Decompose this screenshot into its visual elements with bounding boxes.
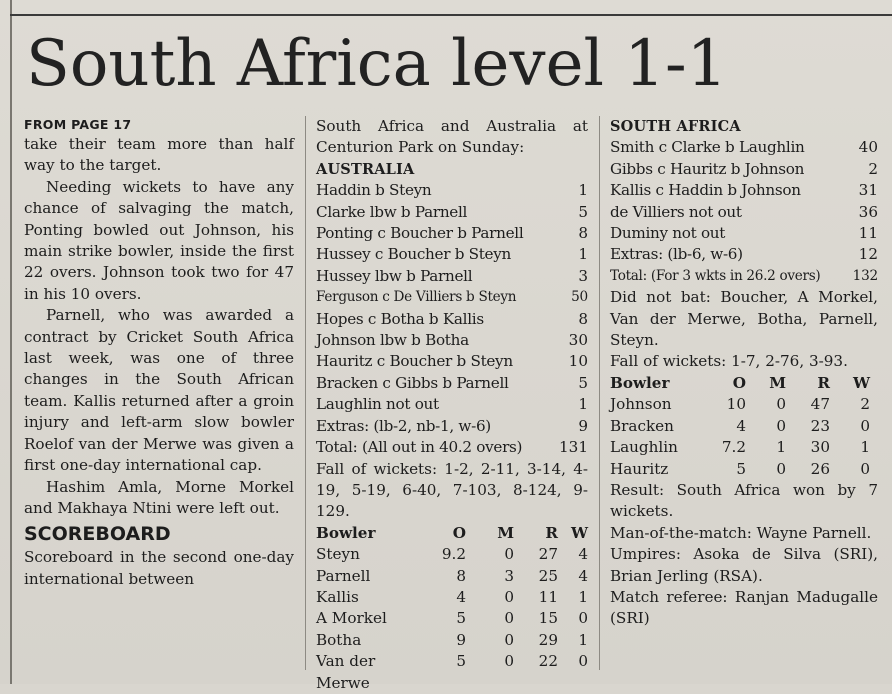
batting-row bbox=[316, 287, 588, 308]
scoreboard-heading: SCOREBOARD bbox=[24, 523, 171, 546]
bowling-figure: 2 bbox=[860, 395, 870, 414]
bowling-figure: 1 bbox=[578, 587, 588, 606]
scoreboard-intro: South Africa and Australia at Centurion Park on Sunday: bbox=[316, 117, 588, 157]
batting-row bbox=[316, 351, 588, 372]
batting-row bbox=[610, 202, 878, 223]
bowling-header-cell: M bbox=[769, 373, 786, 392]
bowling-figure: 0 bbox=[860, 416, 870, 435]
bowler-name: Botha bbox=[316, 630, 362, 649]
bowling-header-cell: M bbox=[497, 523, 514, 542]
batter-dismissal: Kallis c Haddin b Johnson bbox=[610, 181, 801, 200]
bowling-row bbox=[316, 566, 588, 587]
batter-dismissal: Laughlin not out bbox=[316, 395, 439, 414]
bowling-figure: 0 bbox=[860, 459, 870, 478]
bowling-figure: 1 bbox=[776, 438, 786, 457]
fall-of-wickets: Fall of wickets: 1-7, 2-76, 3-93. bbox=[610, 352, 848, 371]
bowler-name: Hauritz bbox=[610, 459, 669, 478]
bowling-figure: 0 bbox=[504, 630, 514, 649]
runs-value: 9 bbox=[578, 416, 588, 435]
batter-dismissal: Ponting c Boucher b Parnell bbox=[316, 224, 524, 243]
runs-value: 30 bbox=[568, 331, 588, 350]
bowling-header bbox=[316, 523, 588, 544]
runs-value: 10 bbox=[568, 352, 588, 371]
bowler-name: Parnell bbox=[316, 566, 371, 585]
runs-value: 2 bbox=[868, 159, 878, 178]
batter-dismissal: Extras: (lb-6, w-6) bbox=[610, 245, 743, 264]
batting-row bbox=[316, 180, 588, 201]
bowling-figure: 27 bbox=[538, 545, 558, 564]
runs-value: 31 bbox=[858, 181, 878, 200]
bowling-figure: 4 bbox=[578, 545, 588, 564]
bowling-row bbox=[610, 437, 878, 458]
bowling-figure: 29 bbox=[538, 630, 558, 649]
batting-row bbox=[316, 394, 588, 415]
bowling-table-south-africa-attack bbox=[316, 544, 588, 694]
bowling-figure: 0 bbox=[504, 545, 514, 564]
bowling-table-australia-attack bbox=[610, 394, 878, 480]
column-rule bbox=[599, 116, 600, 670]
page-edge-rule bbox=[10, 0, 12, 684]
bowler-name: Laughlin bbox=[610, 438, 678, 457]
article-paragraph: Scoreboard in the second one-day international between bbox=[24, 548, 294, 588]
bowling-figure: 0 bbox=[776, 416, 786, 435]
batter-dismissal: Clarke lbw b Parnell bbox=[316, 202, 468, 221]
runs-value: 12 bbox=[858, 245, 878, 264]
runs-value: 40 bbox=[858, 138, 878, 157]
bowling-figure: 0 bbox=[504, 587, 514, 606]
bowling-figure: 10 bbox=[726, 395, 746, 414]
bowling-figure: 25 bbox=[538, 566, 558, 585]
bowling-figure: 5 bbox=[456, 609, 466, 628]
team-heading-south-africa: SOUTH AFRICA bbox=[610, 118, 741, 135]
bowling-figure: 4 bbox=[456, 587, 466, 606]
top-rule bbox=[10, 14, 892, 16]
from-page-label: FROM PAGE 17 bbox=[24, 117, 132, 132]
column-rule bbox=[305, 116, 306, 670]
bowler-name: Steyn bbox=[316, 545, 360, 564]
bowling-figure: 5 bbox=[736, 459, 746, 478]
runs-value: 11 bbox=[858, 224, 878, 243]
bowling-figure: 0 bbox=[776, 395, 786, 414]
batter-dismissal: Gibbs c Hauritz b Johnson bbox=[610, 159, 805, 178]
bowling-figure: 15 bbox=[538, 609, 558, 628]
batting-list-australia bbox=[316, 180, 588, 458]
batter-dismissal: de Villiers not out bbox=[610, 202, 742, 221]
team-heading-australia: AUSTRALIA bbox=[316, 160, 415, 178]
runs-value: 1 bbox=[578, 245, 588, 264]
bowling-figure: 30 bbox=[810, 438, 830, 457]
umpires: Umpires: Asoka de Silva (SRI), Brian Jerling (RSA). bbox=[610, 545, 878, 585]
scoreboard-column-2 bbox=[316, 116, 588, 694]
batting-row bbox=[316, 266, 588, 287]
bowling-header-cell: Bowler bbox=[610, 373, 670, 392]
article-paragraph: take their team more than half way to the target. bbox=[24, 135, 294, 175]
bowling-figure: 26 bbox=[810, 459, 830, 478]
bowling-figure: 11 bbox=[538, 587, 558, 606]
batting-row bbox=[316, 373, 588, 394]
bowling-header-cell: Bowler bbox=[316, 523, 376, 542]
bowling-row bbox=[316, 587, 588, 608]
bowling-figure: 0 bbox=[776, 459, 786, 478]
batting-row bbox=[316, 330, 588, 351]
batting-row bbox=[610, 137, 878, 158]
bowling-figure: 7.2 bbox=[721, 438, 746, 457]
batting-list-south-africa bbox=[610, 137, 878, 287]
bowling-figure: 5 bbox=[456, 652, 466, 671]
bowler-name: Kallis bbox=[316, 587, 359, 606]
scoreboard-column-3 bbox=[610, 116, 878, 630]
bowling-figure: 9 bbox=[456, 630, 466, 649]
bowling-row bbox=[610, 394, 878, 415]
bowling-header-cell: W bbox=[570, 523, 588, 542]
batting-row bbox=[316, 244, 588, 265]
batter-dismissal: Hopes c Botha b Kallis bbox=[316, 309, 484, 328]
batter-dismissal: Extras: (lb-2, nb-1, w-6) bbox=[316, 416, 491, 435]
bowling-figure: 1 bbox=[860, 438, 870, 457]
batting-row bbox=[316, 309, 588, 330]
runs-value: 3 bbox=[578, 266, 588, 285]
batter-dismissal: Duminy not out bbox=[610, 224, 726, 243]
article-paragraph: Hashim Amla, Morne Morkel and Makhaya Ntini were left out. bbox=[24, 477, 294, 517]
bowler-name: Johnson bbox=[610, 395, 672, 414]
batter-dismissal: Haddin b Steyn bbox=[316, 181, 432, 200]
man-of-the-match: Man-of-the-match: Wayne Parnell. bbox=[610, 523, 872, 542]
batter-dismissal: Hussey c Boucher b Steyn bbox=[316, 245, 511, 264]
batting-row bbox=[610, 180, 878, 201]
runs-value: 5 bbox=[578, 202, 588, 221]
batter-dismissal: Ferguson c De Villiers b Steyn bbox=[316, 289, 517, 306]
bowling-row bbox=[610, 459, 878, 480]
article-paragraph: Parnell, who was awarded a contract by Cricket South Africa last week, was one of three changes in the South African team. Kallis returned after a groin injury and left-arm slow bowler Roelof van der Merwe was given a first one-day international cap. bbox=[24, 306, 294, 475]
batting-row bbox=[316, 202, 588, 223]
bowling-figure: 47 bbox=[810, 395, 830, 414]
bowler-name: A Morkel bbox=[316, 609, 387, 628]
bowling-header-cell: R bbox=[817, 373, 830, 392]
bowling-figure: 0 bbox=[578, 652, 588, 671]
batter-dismissal: Total: (For 3 wkts in 26.2 overs) bbox=[610, 267, 821, 284]
match-referee: Match referee: Ranjan Madugalle (SRI) bbox=[610, 587, 878, 628]
bowling-row bbox=[316, 608, 588, 629]
batting-row bbox=[610, 159, 878, 180]
bowling-figure: 9.2 bbox=[441, 545, 466, 564]
runs-value: 36 bbox=[858, 202, 878, 221]
article-column-1 bbox=[24, 116, 294, 590]
did-not-bat: Did not bat: Boucher, A Morkel, Van der Merwe, Botha, Parnell, Steyn. bbox=[610, 288, 878, 350]
bowling-row bbox=[316, 544, 588, 565]
fall-of-wickets: Fall of wickets: 1-2, 2-11, 3-14, 4-19, 5-19, 6-40, 7-103, 8-124, 9-129. bbox=[316, 459, 588, 521]
batting-row bbox=[610, 223, 878, 244]
batter-dismissal: Bracken c Gibbs b Parnell bbox=[316, 373, 509, 392]
batter-dismissal: Smith c Clarke b Laughlin bbox=[610, 138, 805, 157]
bowling-figure: 0 bbox=[578, 609, 588, 628]
runs-value: 1 bbox=[578, 181, 588, 200]
bowling-row bbox=[316, 651, 588, 694]
batting-row bbox=[316, 416, 588, 437]
runs-value: 5 bbox=[578, 373, 588, 392]
runs-value: 132 bbox=[852, 267, 878, 284]
bowling-header-cell: R bbox=[545, 523, 558, 542]
bowling-row bbox=[610, 416, 878, 437]
batting-row bbox=[610, 266, 878, 287]
runs-value: 50 bbox=[571, 289, 588, 306]
bowling-figure: 3 bbox=[504, 566, 514, 585]
match-result: Result: South Africa won by 7 wickets. bbox=[610, 480, 878, 521]
bowling-figure: 4 bbox=[736, 416, 746, 435]
bowling-figure: 0 bbox=[504, 609, 514, 628]
bowler-name: Bracken bbox=[610, 416, 674, 435]
bowling-figure: 0 bbox=[504, 652, 514, 671]
batting-row bbox=[316, 437, 588, 458]
headline: South Africa level 1-1 bbox=[26, 27, 728, 101]
bowling-figure: 23 bbox=[810, 416, 830, 435]
bowling-row bbox=[316, 630, 588, 651]
batter-dismissal: Total: (All out in 40.2 overs) bbox=[316, 438, 523, 457]
runs-value: 131 bbox=[559, 438, 588, 457]
bowling-figure: 8 bbox=[456, 566, 466, 585]
batter-dismissal: Hauritz c Boucher b Steyn bbox=[316, 352, 513, 371]
bowling-header-cell: O bbox=[732, 373, 746, 392]
bowling-figure: 1 bbox=[578, 630, 588, 649]
batter-dismissal: Johnson lbw b Botha bbox=[316, 331, 469, 350]
batting-row bbox=[610, 244, 878, 265]
runs-value: 8 bbox=[578, 224, 588, 243]
runs-value: 1 bbox=[578, 395, 588, 414]
bowling-figure: 22 bbox=[538, 652, 558, 671]
batter-dismissal: Hussey lbw b Parnell bbox=[316, 266, 473, 285]
batting-row bbox=[316, 223, 588, 244]
bowler-name: Van der Merwe bbox=[316, 652, 376, 692]
runs-value: 8 bbox=[578, 309, 588, 328]
bowling-header bbox=[610, 373, 878, 394]
article-paragraph: Needing wickets to have any chance of salvaging the match, Ponting bowled out Johnson, his main strike bowler, inside the first 22 overs. Johnson took two for 47 in his 10 overs. bbox=[24, 177, 294, 303]
bowling-figure: 4 bbox=[578, 566, 588, 585]
bowling-header-cell: W bbox=[852, 373, 870, 392]
bowling-header-cell: O bbox=[452, 523, 466, 542]
